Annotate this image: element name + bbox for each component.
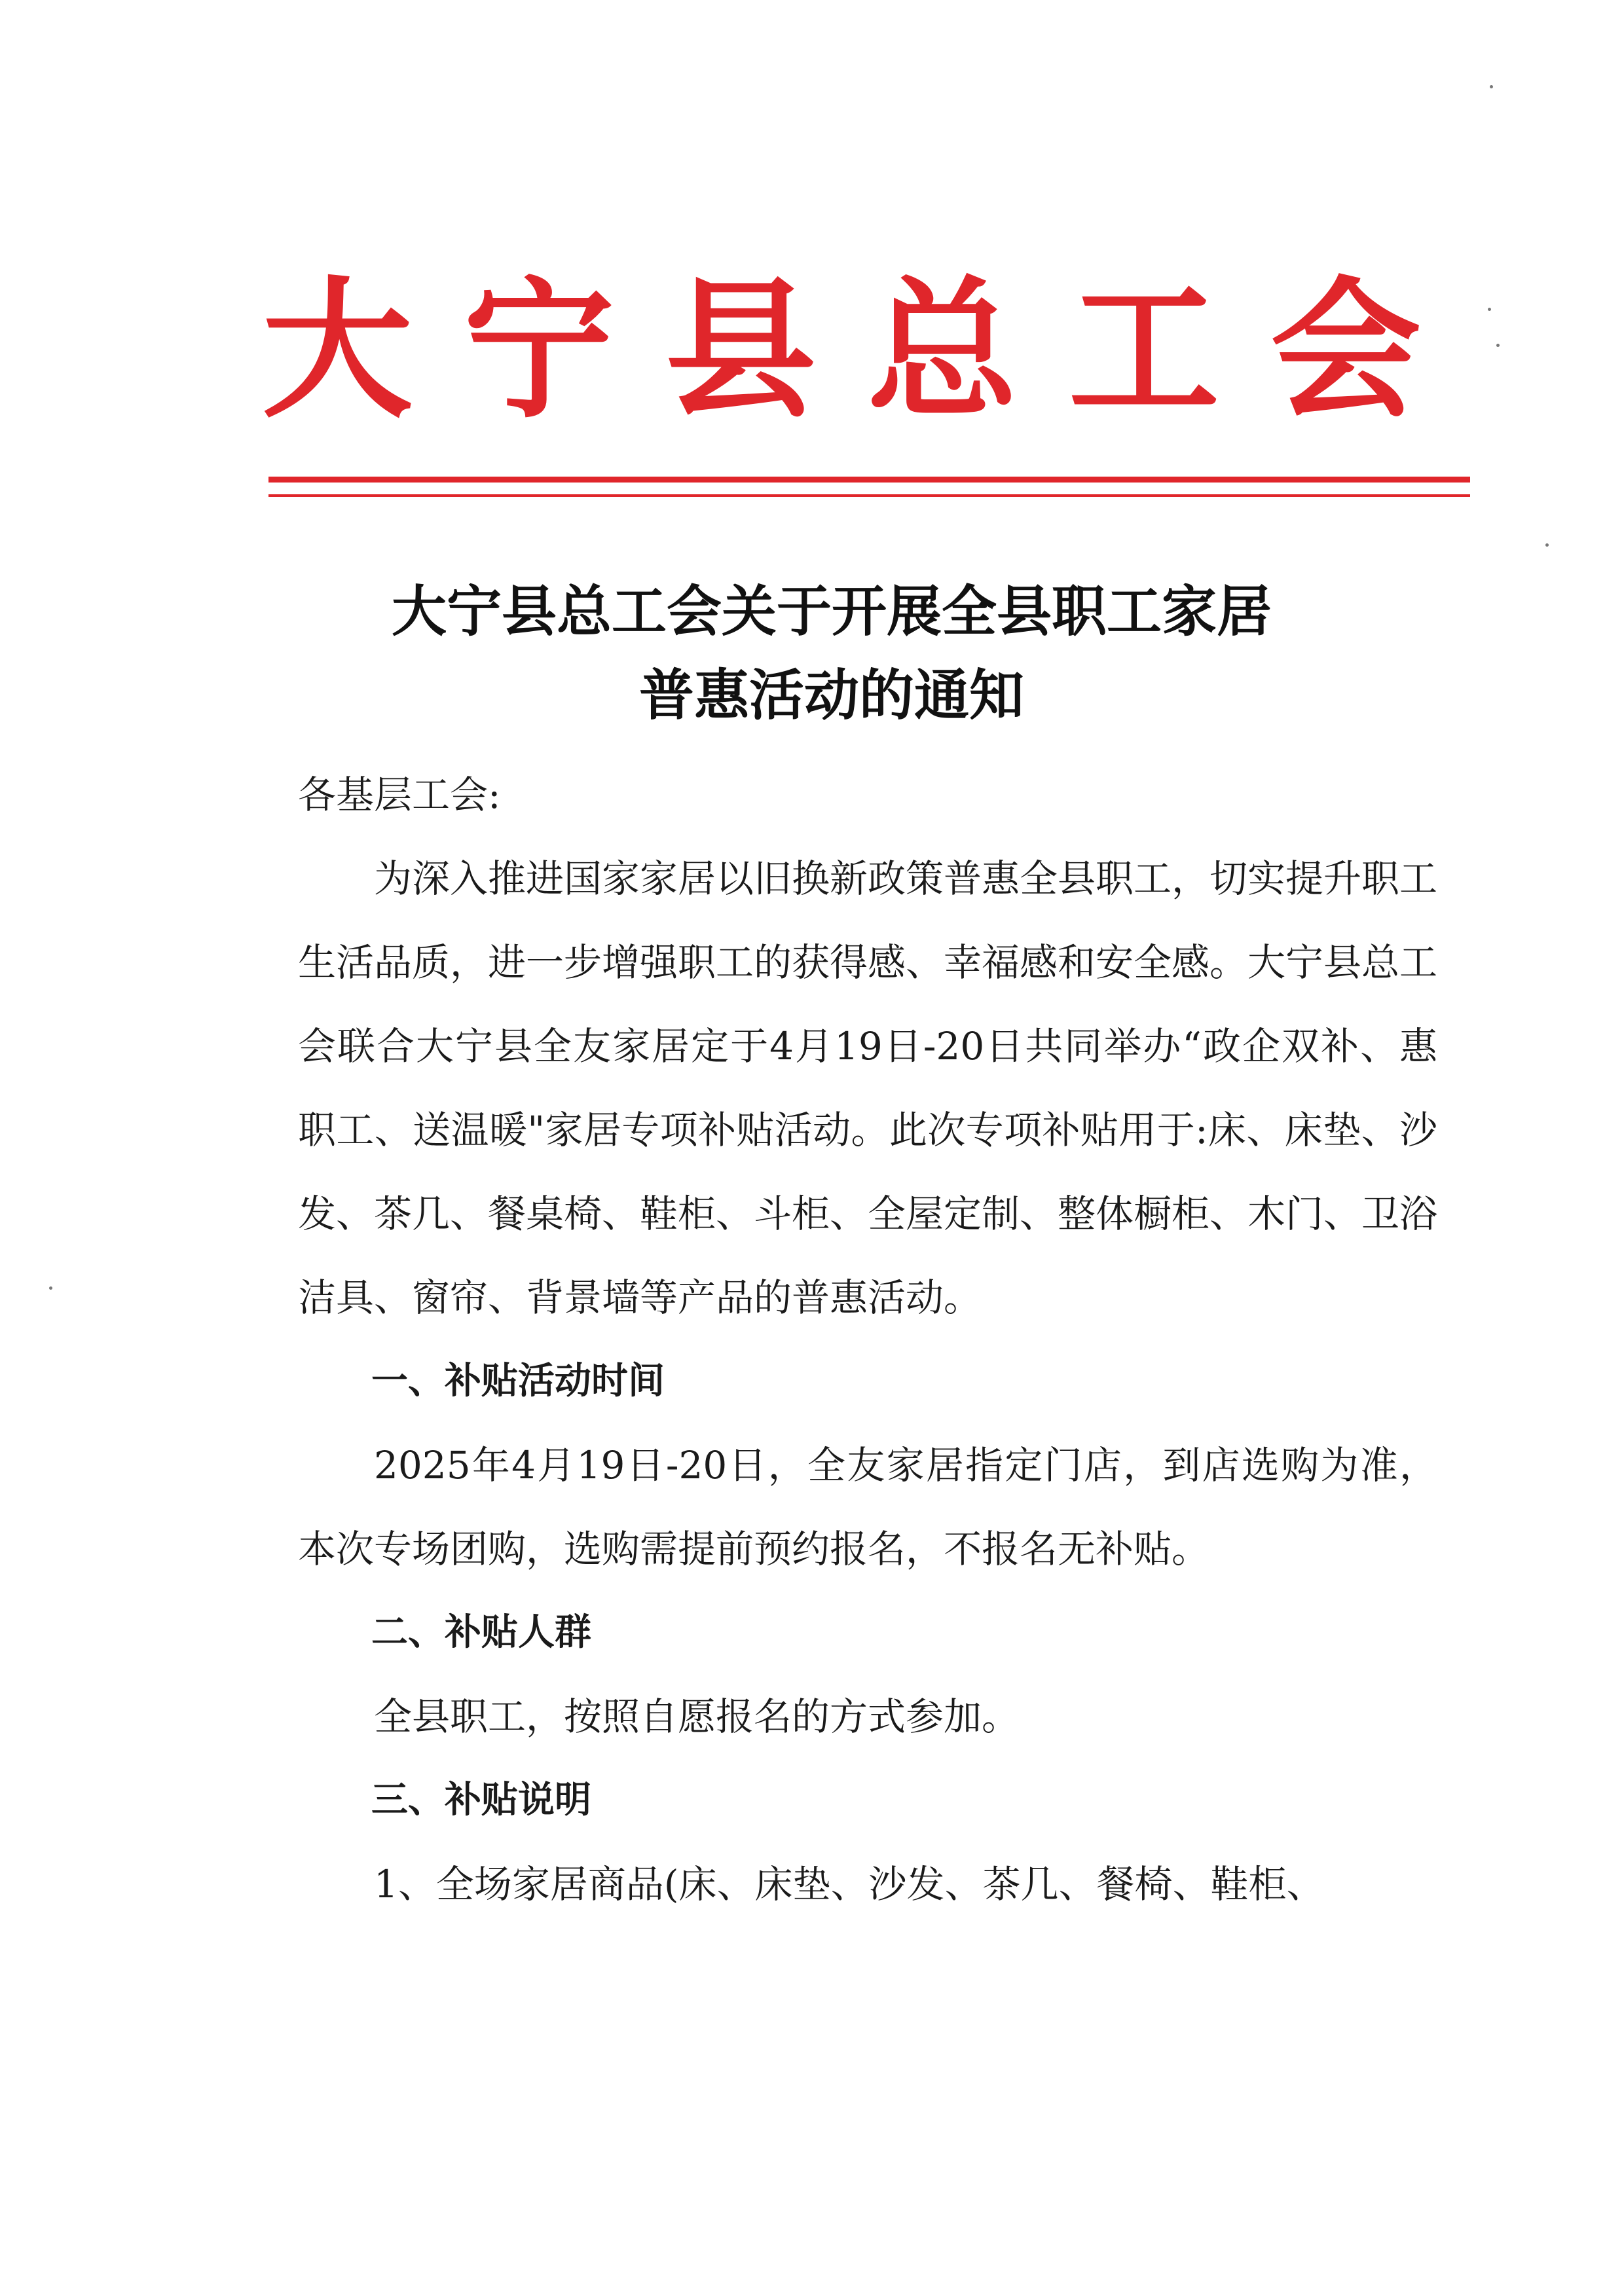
scan-artifact: [1496, 344, 1500, 347]
masthead-divider-thin: [268, 494, 1470, 497]
scan-artifact: [1490, 85, 1493, 88]
section-1-heading: 一、补贴活动时间: [371, 1360, 665, 1402]
scan-artifact: [49, 1286, 52, 1290]
section-1-paragraph: 2025年4月19日-20日，全友家居指定门店，到店选购为准，本次专场团购，选购需提前预约报名，不报名无补贴。: [298, 1443, 1437, 1571]
document-title-line-2: 普惠活动的通知: [638, 663, 1024, 727]
scan-artifact: [1545, 543, 1549, 547]
scan-artifact: [1488, 308, 1491, 311]
document-title: [196, 570, 1467, 737]
intro-paragraph: 为深入推进国家家居以旧换新政策普惠全县职工，切实提升职工生活品质，进一步增强职工的获得感、幸福感和安全感。大宁县总工会联合大宁县全友家居定于4月19日-20日共同举办“政企双补、惠职工、送温暖"家居专项补贴活动。此次专项补贴用于:床、床垫、沙发、茶几、餐桌椅、鞋柜、斗柜、全屋定制、整体橱柜、木门、卫浴洁具、窗帘、背景墙等产品的普惠活动。: [298, 856, 1438, 1320]
salutation: 各基层工会:: [298, 773, 501, 817]
section-3-heading: 三、补贴说明: [371, 1779, 591, 1821]
document-body: [298, 753, 1437, 1926]
section-2-heading: 二、补贴人群: [371, 1611, 591, 1654]
document-title-line-1: 大宁县总工会关于开展全县职工家居: [391, 579, 1272, 644]
masthead-divider-thick: [268, 477, 1470, 483]
section-3-item-1: 1、全场家居商品(床、床垫、沙发、茶几、餐椅、鞋柜、: [374, 1862, 1325, 1906]
masthead-organization-name: 大宁县总工会: [262, 262, 1473, 439]
section-2-paragraph: 全县职工，按照自愿报名的方式参加。: [374, 1694, 1020, 1739]
